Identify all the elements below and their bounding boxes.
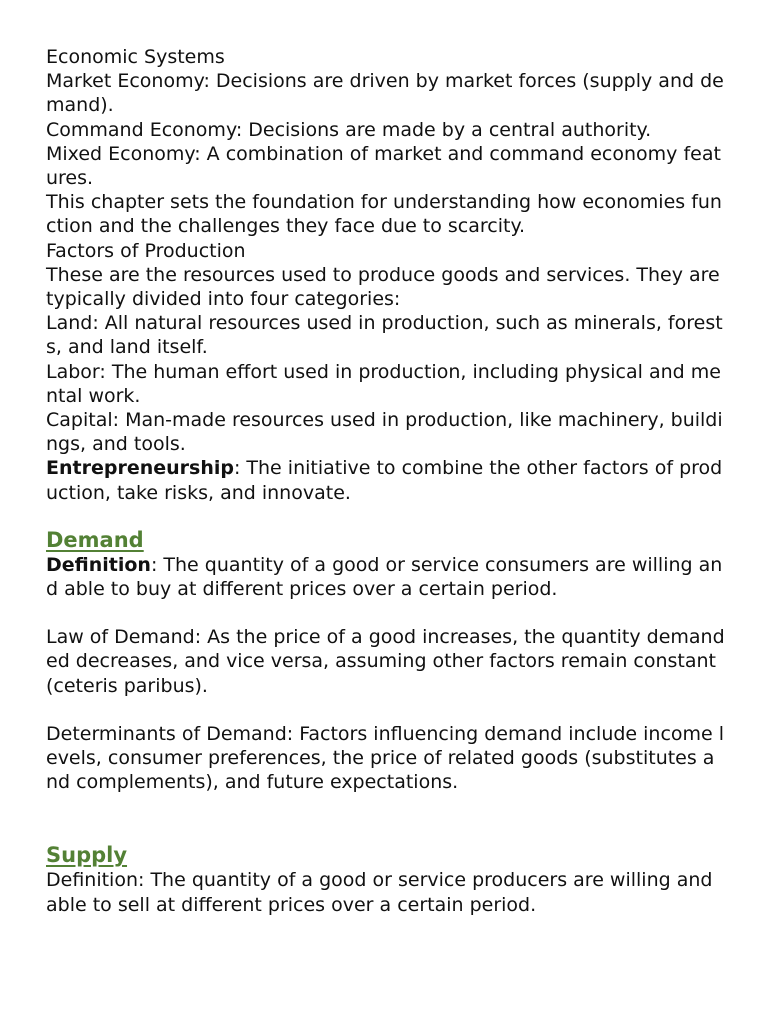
mixed-economy-label: Mixed Economy [46,142,195,165]
factor-labor-text: : The human effort used in production, including physical and mental work. [46,360,721,407]
demand-heading: Demand [46,527,144,552]
factor-entrepreneurship-label: Entrepreneurship [46,457,234,480]
supply-definition: Definition: The quantity of a good or service producers are willing and able to sell at different prices over a certain period. [46,869,713,916]
factors-intro: These are the resources used to produce goods and services. They are typically divided into four categories: [46,263,720,311]
market-economy-text: : Decisions are driven by market forces (supply and demand). [46,70,724,117]
factor-entrepreneurship [46,456,726,504]
demand-definition-text: : The quantity of a good or service consumers are willing and able to buy at different prices over a certain period. [46,553,723,601]
factor-land-label: Land [46,312,93,335]
mixed-economy-text: : A combination of market and command economy features. [46,142,721,190]
factor-capital-label: Capital [46,409,113,432]
document-page [46,45,726,917]
chapter-summary: This chapter sets the foundation for understanding how economies function and the challenges they face due to scarcity. [46,191,722,238]
determinants-of-demand: Determinants of Demand: Factors influencing demand include income levels, consumer preferences, the price of related goods (substitutes and complements), and future expectations. [46,722,725,794]
factor-labor [46,360,726,408]
factor-capital-text: : Man-made resources used in production, like machinery, buildings, and tools. [46,409,723,456]
spacer [46,698,726,722]
command-economy-item [46,118,726,142]
factor-land-text: : All natural resources used in production, such as minerals, forests, and land itself. [46,312,723,359]
command-economy-label: Command Economy [46,118,236,141]
factor-labor-label: Labor [46,360,100,383]
spacer [46,505,726,527]
factor-land [46,311,726,359]
spacer [46,601,726,625]
demand-definition [46,553,726,601]
factors-title: Factors of Production [46,239,246,262]
market-economy-label: Market Economy [46,70,204,93]
market-economy-item [46,69,726,117]
command-economy-text: : Decisions are made by a central authority. [235,118,652,141]
demand-definition-label: Definition [46,553,151,576]
economic-systems-title: Economic Systems [46,46,225,68]
mixed-economy-item [46,142,726,190]
law-of-demand: Law of Demand: As the price of a good increases, the quantity demanded decreases, and vice versa, assuming other factors remain constant (ceteris paribus). [46,626,725,697]
supply-heading: Supply [46,843,128,868]
factor-entrepreneurship-text: : The initiative to combine the other factors of production, take risks, and innovate. [46,457,723,504]
factor-capital [46,408,726,456]
spacer [46,794,726,842]
